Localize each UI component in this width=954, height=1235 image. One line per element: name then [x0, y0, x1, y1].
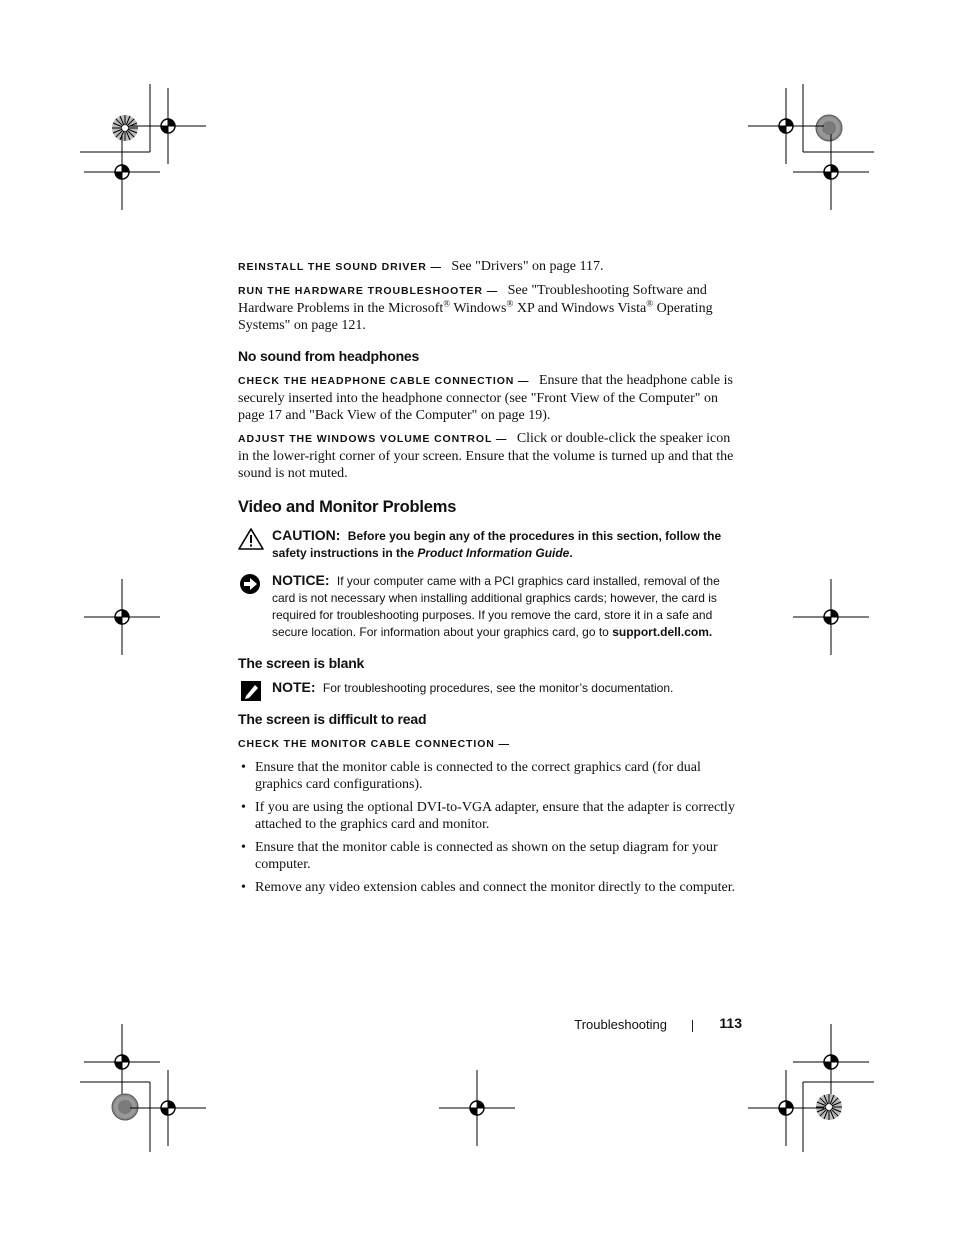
caution-text: Before you begin any of the procedures in this section, follow the safety instructions in the — [272, 529, 722, 560]
list-item-text: If you are using the optional DVI-to-VGA adapter, ensure that the adapter is correctly attached to the graphics card and monitor. — [255, 800, 735, 832]
footer-section-name: Troubleshooting — [574, 1017, 667, 1032]
caution-label: CAUTION: — [272, 527, 341, 543]
page-number: 113 — [719, 1015, 742, 1031]
run-hardware-troubleshooter-paragraph — [238, 282, 738, 334]
bullet: • — [241, 800, 246, 815]
reinstall-driver-text: See "Drivers" on page 117. — [451, 259, 604, 274]
caution-triangle-icon — [238, 528, 264, 550]
list-item-text: Ensure that the monitor cable is connected to the correct graphics card (for dual graphics card configurations). — [255, 760, 701, 792]
list-item — [238, 759, 738, 793]
difficult-read-heading: The screen is difficult to read — [238, 711, 427, 727]
check-monitor-lead: CHECK THE MONITOR CABLE CONNECTION — — [238, 738, 510, 750]
notice-callout — [238, 572, 738, 641]
support-link[interactable]: support.dell.com. — [612, 625, 713, 639]
bullet: • — [241, 840, 246, 855]
headphones-heading: No sound from headphones — [238, 348, 420, 364]
monitor-bullet-list — [238, 759, 738, 896]
screen-blank-heading: The screen is blank — [238, 655, 365, 671]
registered-mark: ® — [443, 298, 451, 309]
run-hardware-text-4: Operating Systems" on page 121. — [238, 301, 713, 333]
run-hardware-text-3: XP and Windows Vista — [513, 301, 647, 316]
note-text: For troubleshooting procedures, see the monitor’s documentation. — [322, 681, 674, 695]
notice-text: If your computer came with a PCI graphics card installed, removal of the card is not necessary when installing additional graphics cards; however, the card is required for troubleshooting purposes. If you remove the card, store it in a safe and secure location. For information about your graphics card, go to — [272, 574, 720, 639]
video-monitor-heading: Video and Monitor Problems — [238, 498, 457, 516]
footer-divider — [692, 1020, 693, 1032]
list-item-text: Ensure that the monitor cable is connected as shown on the setup diagram for your computer. — [255, 840, 718, 872]
check-headphone-text: Ensure that the headphone cable is securely inserted into the headphone connector (see "Front View of the Computer" on page 17 and "Back View of the Computer" on page 19). — [238, 373, 733, 423]
check-headphone-paragraph — [238, 372, 738, 424]
notice-arrow-icon — [238, 573, 264, 595]
list-item-text: Remove any video extension cables and connect the monitor directly to the computer. — [255, 880, 736, 895]
reinstall-driver-lead: REINSTALL THE SOUND DRIVER — — [238, 261, 442, 273]
caution-callout — [238, 527, 738, 562]
list-item — [238, 879, 738, 896]
check-monitor-paragraph — [238, 735, 738, 753]
bullet: • — [241, 760, 246, 775]
note-callout — [238, 679, 738, 697]
adjust-volume-lead: ADJUST THE WINDOWS VOLUME CONTROL — — [238, 433, 508, 445]
note-pencil-icon — [238, 680, 264, 702]
bullet: • — [241, 880, 246, 895]
run-hardware-text-1: See "Troubleshooting Software and Hardware Problems in the Microsoft — [238, 283, 707, 316]
list-item — [238, 799, 738, 833]
page-content — [238, 258, 738, 902]
note-label: NOTE: — [272, 679, 316, 695]
caution-end: . — [569, 546, 573, 560]
list-item — [238, 839, 738, 873]
registered-mark: ® — [646, 298, 654, 309]
run-hardware-troubleshooter-lead: RUN THE HARDWARE TROUBLESHOOTER — — [238, 285, 499, 297]
registered-mark: ® — [506, 298, 514, 309]
run-hardware-text-2: Windows — [450, 301, 507, 316]
check-headphone-lead: CHECK THE HEADPHONE CABLE CONNECTION — — [238, 375, 530, 387]
notice-label: NOTICE: — [272, 572, 330, 588]
adjust-volume-text: Click or double-click the speaker icon in the lower-right corner of your screen. Ensure that the volume is turned up and that the sound is not muted. — [238, 431, 734, 481]
product-information-guide: Product Information Guide — [417, 546, 570, 560]
reinstall-driver-paragraph — [238, 258, 738, 276]
adjust-volume-paragraph — [238, 430, 738, 482]
